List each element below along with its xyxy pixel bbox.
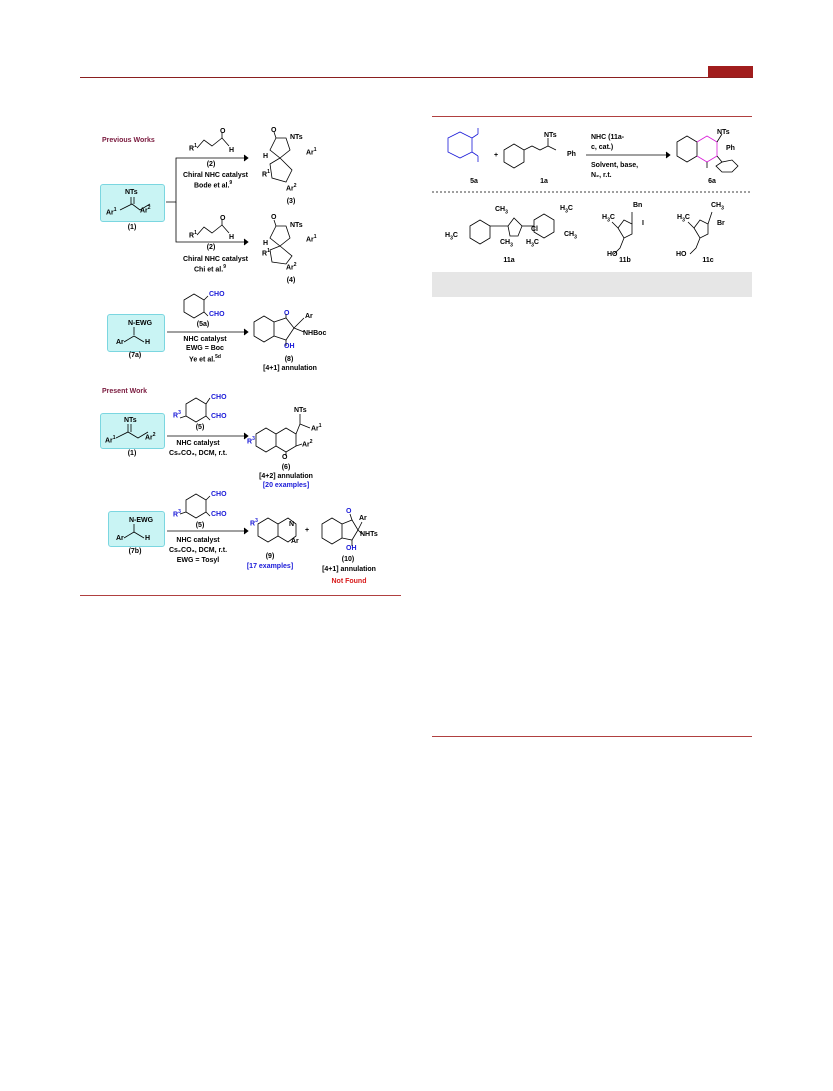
cat11b-ho: HO <box>607 251 618 258</box>
product-3-ar2: Ar$^2$ <box>286 183 297 193</box>
cat11a-h3c-left: $H_3C$ <box>445 232 458 242</box>
cat11a-cl: Cl <box>531 226 538 233</box>
product-6a-nts: NTs <box>717 129 730 136</box>
reagent-2-h-top: H <box>229 147 235 154</box>
product-6-desc: [4+2] annulation <box>259 473 313 480</box>
substrate-1-ar2: Ar$^2$ <box>140 205 151 215</box>
plus-sign: + <box>305 527 310 534</box>
substrate-1-nts: NTs <box>125 189 138 196</box>
product-9-r3: $R^3$ <box>250 518 258 528</box>
cat11b-iodide: I <box>642 220 644 227</box>
previous-works-title: Previous Works <box>102 137 155 144</box>
cat11a-ch3-top-right: $H_3C$ <box>560 205 573 215</box>
product-6-r3: $R^3$ <box>247 436 255 446</box>
reagent-5-cho2: CHO <box>211 413 227 420</box>
product-6-examples: [20 examples] <box>262 482 310 489</box>
cond-row3-line2: Cs₂CO₃, DCM, r.t. <box>168 450 228 457</box>
substrate-7a-h: H <box>145 339 151 346</box>
reagent-5-cho1: CHO <box>211 394 227 401</box>
substrate-1-ar1: Ar$^1$ <box>106 207 117 217</box>
cond-right-line4: N₂, r.t. <box>591 172 612 179</box>
cat11c-h3c: $H_3C$ <box>677 214 690 224</box>
product-4-ar1: Ar$^1$ <box>306 234 317 244</box>
cat11a-ch3-top-left: $CH_3$ <box>495 206 508 216</box>
cat11c-ho: HO <box>676 251 687 258</box>
reagent-2-label-bottom: (2) <box>206 244 216 251</box>
substrate-1b-nts: NTs <box>124 417 137 424</box>
substrate-7b-group: N-EWG <box>129 517 154 524</box>
reagent-5-row4-label: (5) <box>195 522 205 529</box>
substrate-1b-ar1: Ar$^1$ <box>105 435 116 445</box>
cat11a-ch3-right: $CH_3$ <box>564 231 577 241</box>
product-4-label: (4) <box>286 277 296 284</box>
product-4-nts: NTs <box>290 222 303 229</box>
product-3-label: (3) <box>286 198 296 205</box>
product-10-status: Not Found <box>331 578 367 585</box>
reagent-5-row4-cho1: CHO <box>211 491 227 498</box>
cond-bottom-line1: Chiral NHC catalyst <box>183 256 248 263</box>
arrow-row1-bottom <box>176 202 246 242</box>
product-4-h: H <box>263 240 269 247</box>
cat11a-ch3-bottom-left: $CH_3$ <box>500 239 513 249</box>
cond-bottom-line2: Chi et al.$^9$ <box>194 264 226 274</box>
reagent-5-row4-r3: $R^3$ <box>173 509 181 519</box>
product-6-ar1: Ar$^1$ <box>311 423 322 433</box>
cond-right-line3: Solvent, base, <box>591 162 639 169</box>
cat11c-bromide: Br <box>717 220 725 227</box>
reagent-2-o-bottom: O <box>220 215 226 222</box>
reagent-5-row4-cho2: CHO <box>211 511 227 518</box>
product-3-r1: $R^1$ <box>262 169 270 179</box>
reagent-2-label-top: (2) <box>206 161 216 168</box>
cat11b-h3c: $H_3C$ <box>602 214 615 224</box>
product-10-nhts: NHTs <box>360 531 378 538</box>
product-6-label: (6) <box>281 464 291 471</box>
reagent-1a-nts: NTs <box>544 132 557 139</box>
cond-row2-line1: NHC catalyst <box>183 336 227 343</box>
cond-right-line2: c, cat.) <box>591 144 614 151</box>
substrate-7a-ar: Ar <box>116 339 124 346</box>
product-4-r1: $R^1$ <box>262 248 270 258</box>
cond-top-line2: Bode et al.$^9$ <box>194 180 233 190</box>
product-3-nts: NTs <box>290 134 303 141</box>
substrate-7b-ar: Ar <box>116 535 124 542</box>
cond-row4-line1: NHC catalyst <box>176 537 220 544</box>
product-9-ar: Ar <box>291 538 299 545</box>
cat11c-ch3: $CH_3$ <box>711 202 724 212</box>
substrate-1b-label: (1) <box>127 450 137 457</box>
substrate-7a-group: N-EWG <box>128 320 153 327</box>
label-11c: 11c <box>702 257 714 264</box>
reagent-2-h-bottom: H <box>229 234 235 241</box>
cond-row3-line1: NHC catalyst <box>176 440 220 447</box>
product-6-nts: NTs <box>294 407 307 414</box>
product-10-ar: Ar <box>359 515 367 522</box>
product-8-label: (8) <box>284 356 294 363</box>
product-3-ar1: Ar$^1$ <box>306 147 317 157</box>
substrate-1b-ar2: Ar$^2$ <box>145 432 156 442</box>
product-4-ar2: Ar$^2$ <box>286 262 297 272</box>
label-11a: 11a <box>503 257 515 264</box>
reagent-1a-ph: Ph <box>567 151 576 158</box>
cond-row2-line2: EWG = Boc <box>186 345 224 352</box>
reagent-5-label: (5) <box>195 424 205 431</box>
substrate-7b-h: H <box>145 535 151 542</box>
reagent-2-o-top: O <box>220 128 226 135</box>
cond-right-line1: NHC (11a- <box>591 134 625 141</box>
label-5a: 5a <box>470 178 478 185</box>
product-9-label: (9) <box>265 553 275 560</box>
product-6-ar2: Ar$^2$ <box>302 439 313 449</box>
product-8-nhboc: NHBoc <box>303 330 327 337</box>
arrow-row1-top <box>166 158 246 202</box>
substrate-7a-label: (7a) <box>128 352 142 359</box>
product-10-desc: [4+1] annulation <box>322 566 376 573</box>
cond-row4-line3: EWG = Tosyl <box>176 557 220 564</box>
cond-row2-line3: Ye et al.$^{5d}$ <box>189 354 221 364</box>
product-8-desc: [4+1] annulation <box>263 365 317 372</box>
label-11b: 11b <box>619 257 631 264</box>
substrate-1-label: (1) <box>127 224 137 231</box>
product-9-n: N <box>289 521 295 528</box>
product-3-o: O <box>271 127 277 134</box>
plus-sign-right: + <box>494 152 499 159</box>
cond-top-line1: Chiral NHC catalyst <box>183 172 248 179</box>
cat11b-bn: Bn <box>633 202 643 209</box>
reagent-5a-cho1: CHO <box>209 291 225 298</box>
product-10-label: (10) <box>341 556 355 563</box>
present-work-title: Present Work <box>102 388 147 395</box>
product-8-ar: Ar <box>305 313 313 320</box>
cat11a-h3c-bottom: $H_3C$ <box>526 239 539 249</box>
reagent-5-r3: $R^3$ <box>173 410 181 420</box>
reagent-2-r1-top: $R^1$ <box>189 143 197 153</box>
reagent-5a-cho2: CHO <box>209 311 225 318</box>
reagent-5a-label: (5a) <box>196 321 210 328</box>
substrate-7b-label: (7b) <box>128 548 142 555</box>
product-4-o: O <box>271 214 277 221</box>
reagent-2-r1-bottom: $R^1$ <box>189 230 197 240</box>
product-6a-ph: Ph <box>726 145 735 152</box>
label-6a: 6a <box>708 178 716 185</box>
product-3-h: H <box>263 153 269 160</box>
cond-row4-line2: Cs₂CO₃, DCM, r.t. <box>168 547 228 554</box>
product-8-o: O <box>284 310 290 317</box>
product-10-o: O <box>346 508 352 515</box>
product-8-oh: OH <box>284 343 295 350</box>
product-6-o: O <box>282 454 288 461</box>
product-9-examples: [17 examples] <box>246 563 294 570</box>
product-10-oh: OH <box>346 545 357 552</box>
label-1a: 1a <box>540 178 548 185</box>
